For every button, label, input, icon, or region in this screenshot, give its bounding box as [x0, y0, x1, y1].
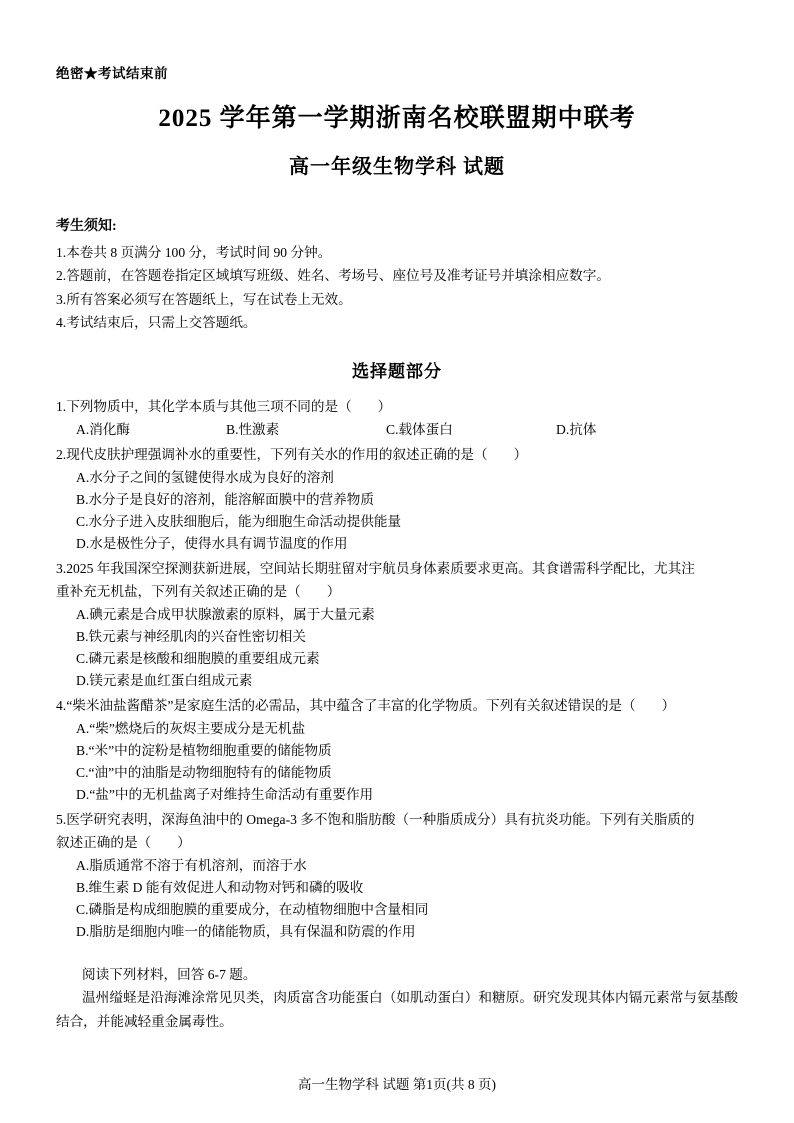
- option-c: C.水分子进入皮肤细胞后，能为细胞生命活动提供能量: [76, 513, 402, 529]
- question-stem-text: 4.“柴米油盐酱醋茶”是家庭生活的必需品，其中蕴含了丰富的化学物质。下列有关叙述错误的是（: [56, 697, 636, 713]
- option-b: B.性激素: [226, 421, 280, 437]
- option-b: B.“米”中的淀粉是植物细胞重要的储能物质: [76, 742, 332, 758]
- question-stem-text: 2.现代皮肤护理强调补水的重要性，下列有关水的作用的叙述正确的是（: [56, 446, 488, 462]
- question-stem: 3.2025 年我国深空探测获新进展，空间站长期驻留对宇航员身体素质要求更高。其食谱需科学配比，尤其注: [56, 560, 695, 576]
- question-options-row: [56, 419, 738, 441]
- option-c: C.“油”中的油脂是动物细胞特有的储能物质: [76, 764, 332, 780]
- question-stem: [56, 396, 738, 418]
- section-title: 选择题部分: [352, 361, 442, 381]
- question-stem-tail: ）: [661, 697, 676, 713]
- option-d: D.水是极性分子，使得水具有调节温度的作用: [76, 535, 348, 551]
- question-stem: [56, 695, 738, 717]
- option-c: C.磷脂是构成细胞膜的重要成分，在动植物细胞中含量相同: [76, 901, 429, 917]
- question-stem-tail: ）: [513, 446, 528, 462]
- option-d: D.抗体: [556, 421, 597, 437]
- notice-item: 4.考试结束后，只需上交答题纸。: [56, 315, 257, 331]
- material-paragraph: 温州缢蛏是沿海滩涂常见贝类，肉质富含功能蛋白（如肌动蛋白）和糖原。研究发现其体内镉元素常与氨基酸结合，并能减轻重金属毒性。: [56, 990, 738, 1029]
- option-a: A.脂质通常不溶于有机溶剂，而溶于水: [76, 857, 307, 873]
- option-d: D.脂肪是细胞内唯一的储能物质，具有保温和防震的作用: [76, 923, 416, 939]
- option-a: A.消化酶: [76, 421, 130, 437]
- question-stem-text: 重补充无机盐，下列有关叙述正确的是（: [56, 583, 301, 599]
- option-a: A.水分子之间的氢键使得水成为良好的溶剂: [76, 469, 334, 485]
- question-stem-tail: ）: [177, 834, 191, 850]
- question-stem-tail: ）: [326, 583, 341, 599]
- notice-item: 2.答题前，在答题卷指定区域填写班级、姓名、考场号、座位号及准考证号并填涂相应数字。: [56, 268, 610, 284]
- question-stem: [56, 444, 738, 466]
- secret-notice: 绝密★考试结束前: [56, 66, 168, 81]
- question-stem-line2: [56, 832, 738, 854]
- question-stem-text: 1.下列物质中，其化学本质与其他三项不同的是（: [56, 398, 352, 414]
- notice-item: 3.所有答案必须写在答题纸上，写在试卷上无效。: [56, 291, 352, 307]
- notice-item: 1.本卷共 8 页满分 100 分，考试时间 90 分钟。: [56, 245, 332, 260]
- option-c: C.载体蛋白: [386, 421, 453, 437]
- option-b: B.铁元素与神经肌肉的兴奋性密切相关: [76, 628, 306, 644]
- notice-heading: 考生须知:: [56, 219, 117, 234]
- question-stem-line2: [56, 581, 738, 603]
- option-b: B.维生素 D 能有效促进人和动物对钙和磷的吸收: [76, 879, 364, 895]
- reading-material-block: [56, 963, 738, 1033]
- option-a: A.“柴”燃烧后的灰烬主要成分是无机盐: [76, 720, 306, 736]
- option-d: D.“盐”中的无机盐离子对维持生命活动有重要作用: [76, 786, 374, 802]
- option-d: D.镁元素是血红蛋白组成元素: [76, 672, 253, 688]
- question-stem: 5.医学研究表明，深海鱼油中的 Omega-3 多不饱和脂肪酸（一种脂质成分）具有抗炎功能。下列有关脂质的: [56, 811, 695, 827]
- option-a: A.碘元素是合成甲状腺激素的原料，属于大量元素: [76, 606, 375, 622]
- question-stem-text: 叙述正确的是（: [56, 834, 152, 850]
- page-footer: 高一生物学科 试题 第1页(共 8 页): [298, 1077, 496, 1092]
- page-subtitle: 高一年级生物学科 试题: [289, 156, 505, 178]
- question-stem-tail: ）: [377, 398, 392, 414]
- option-b: B.水分子是良好的溶剂，能溶解面膜中的营养物质: [76, 491, 374, 507]
- page-title: 2025 学年第一学期浙南名校联盟期中联考: [158, 105, 636, 132]
- material-lead: 阅读下列材料，回答 6-7 题。: [82, 966, 257, 982]
- option-c: C.磷元素是核酸和细胞膜的重要组成元素: [76, 650, 320, 666]
